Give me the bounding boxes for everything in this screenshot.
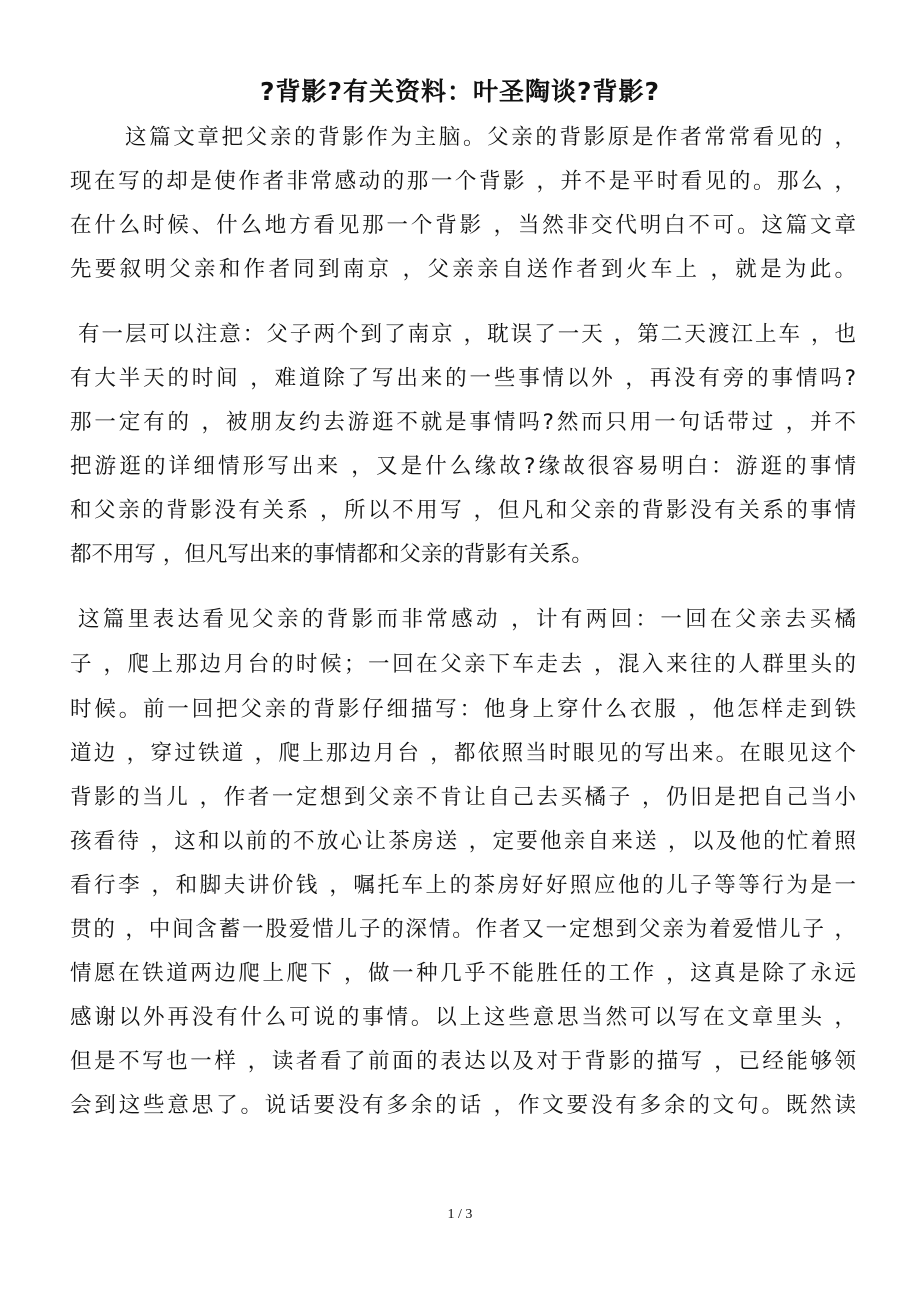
text-line: 感谢以外再没有什么可说的事情。以上这些意思当然可以写在文章里头 ， xyxy=(70,1005,856,1030)
text-line: 孩看待 ，这和以前的不放心让茶房送 ，定要他亲自来送 ，以及他的忙着照 xyxy=(70,829,856,854)
text-line: 但是不写也一样 ，读者看了前面的表达以及对于背影的描写 ，已经能够领 xyxy=(70,1049,856,1074)
text-line: 看行李 ，和脚夫讲价钱 ，嘱托车上的茶房好好照应他的儿子等等行为是一 xyxy=(70,873,856,898)
text-line: 这篇文章把父亲的背影作为主脑。父亲的背影原是作者常常看见的 ， xyxy=(125,125,856,150)
text-line: 有一层可以注意：父子两个到了南京 ，耽误了一天 ，第二天渡江上车 ，也 xyxy=(78,322,856,347)
text-line: 道边 ，穿过铁道 ，爬上那边月台 ，都依照当时眼见的写出来。在眼见这个 xyxy=(70,741,856,766)
text-line: 在什么时候、什么地方看见那一个背影 ，当然非交代明白不可。这篇文章 xyxy=(70,213,856,238)
text-line: 贯的 ，中间含蓄一股爱惜儿子的深情。作者又一定想到父亲为着爱惜儿子 ， xyxy=(70,917,856,942)
text-line: 那一定有的 ，被朋友约去游逛不就是事情吗?然而只用一句话带过 ，并不 xyxy=(70,410,856,435)
text-line: 会到这些意思了。说话要没有多余的话 ，作文要没有多余的文句。既然读 xyxy=(70,1093,856,1118)
text-line: 时候。前一回把父亲的背影仔细描写：他身上穿什么衣服 ，他怎样走到铁 xyxy=(70,697,856,722)
text-line: 情愿在铁道两边爬上爬下 ，做一种几乎不能胜任的工作 ，这真是除了永远 xyxy=(70,961,857,986)
document-title: ?背影?有关资料：叶圣陶谈?背影? xyxy=(259,77,660,106)
text-line: 把游逛的详细情形写出来 ，又是什么缘故?缘故很容易明白：游逛的事情 xyxy=(70,454,856,479)
text-line: 有大半天的时间 ，难道除了写出来的一些事情以外 ，再没有旁的事情吗? xyxy=(70,366,856,391)
text-line: 先要叙明父亲和作者同到南京 ，父亲亲自送作者到火车上 ，就是为此。 xyxy=(70,257,856,282)
text-line: 这篇里表达看见父亲的背影而非常感动 ，计有两回：一回在父亲去买橘 xyxy=(78,607,856,632)
text-line: 现在写的却是使作者非常感动的那一个背影 ，并不是平时看见的。那么 ， xyxy=(70,169,856,194)
text-line: 背影的当儿 ，作者一定想到父亲不肯让自己去买橘子 ，仍旧是把自己当小 xyxy=(70,785,856,810)
text-line: 和父亲的背影没有关系 ，所以不用写 ，但凡和父亲的背影没有关系的事情 xyxy=(70,498,856,523)
page-number: 1 / 3 xyxy=(447,1207,473,1222)
text-line: 都不用写 ，但凡写出来的事情都和父亲的背影有关系。 xyxy=(70,542,593,567)
text-line: 子 ，爬上那边月台的时候；一回在父亲下车走去 ，混入来往的人群里头的 xyxy=(70,652,857,677)
